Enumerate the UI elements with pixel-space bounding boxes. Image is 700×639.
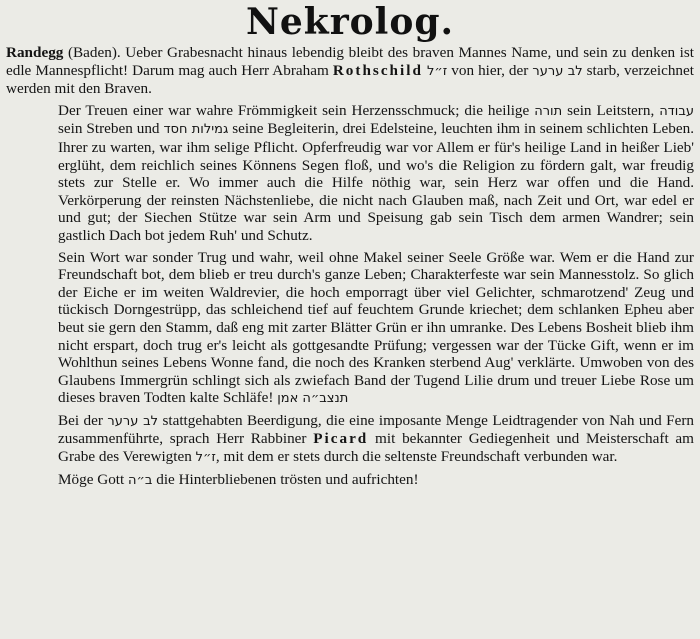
paragraph-funeral [6,412,694,467]
person-name: Rothschild [332,61,423,79]
text-run: stattgehabten Beerdigung, die eine imposante Menge Leidtragender von Nah und Fern zusammenführte, sprach Herr Rabbiner [58,411,694,448]
paragraph-closing-wish [6,471,694,490]
hebrew-phrase: עבודה [659,103,694,119]
text-run: Der Treuen einer war wahre Frömmigkeit sein Herzensschmuck; die heilige [58,101,535,119]
hebrew-phrase: ז״ל [195,450,216,466]
paragraph-intro [6,44,694,98]
text-run: sein Leitstern, [562,101,660,119]
hebrew-phrase: ב״ה [128,472,153,488]
text-run: starb, verzeichnet werden mit den Braven. [6,61,694,98]
text-run: Bei der [58,411,108,429]
text-run: Sein Wort war sonder Trug und wahr, weil ohne Makel seiner Seele Größe war. Wem er die Hand zur Freundschaft bot, dem blieb er treu durch's ganze Leben; Charakterfeste war sein Mannesstolz. So glich der Eiche er im weiten Waldrevier, die hoch emporragt über viel Gelichter, schmarotzend' Zeug und tückisch Dorngestrüpp, das schleichend tief auf feuchtem Grunde kriechet; dem schlanken Epheu aber beut sie gern den Stamm, daß eng mit zarter Blätter Grün er ihn umranke. Des Lebens Bosheit blieb ihm nicht erspart, doch trug er's leicht als gottgesandte Prüfung; vergessen war der Tücke Gift, wenn er im Wohlthun seines Lebens Wonne fand, die noch des Kranken sterbend Aug' verklärte. Umwoben von des Glaubens Immergrün schlingt sich als zwiefach Band der Tugend Lilie drum und treuer Liebe Rose um dieses braven Todten kalte Schläfe! [58,248,694,407]
person-name: Picard [313,430,369,448]
text-run: die Hinterbliebenen trösten und aufrichten! [152,470,419,488]
hebrew-phrase: ז״ל [426,63,448,79]
text-run: sein Streben und [58,120,164,138]
hebrew-phrase: תורה [534,103,563,119]
text-run: seine Begleiterin, drei Edelsteine, leuchten ihm in seinem schlichten Leben. Ihrer zu warten, war ihm selige Pflicht. Opferfreudig war vor Allem er für's heilige Land in heißer Lieb' erglüht, dem reichlich seines Könnens Segen floß, und wo's die Religion zu fördern galt, war freudig stets zur Stelle er. Wo immer auch die Hilfe nöthig war, sein Herz war offen und die Hand. Verkörperung der reinsten Nächstenliebe, die nicht nach Glauben maß, nach Zeit und Ort, war edel er und gut; der Siechen Stütze war sein Arm und Speisung gab sein Tisch dem armen Wandrer; sein gastlich Dach bot jedem Ruh' und Schutz. [58,120,694,244]
text-run: , mit dem er stets durch die seltenste Freundschaft verbunden war. [215,448,618,466]
hebrew-phrase: תנצב״ה אמן [277,391,349,407]
text-run: (Baden). Ueber Grabesnacht hinaus lebendig bleibt des braven Mannes Name, und sein zu denken ist edle Mannespflicht! Darum mag auch Herr Abraham [6,44,694,79]
text-run: Möge Gott [58,470,129,488]
headline: Nekrolog. [245,1,455,43]
place-name: Randegg [6,44,64,61]
paragraph-piety [6,102,694,245]
text-run: mit bekannter Gediegenheit und Meisterschaft am Grabe des Verewigten [58,430,694,466]
text-run: von hier, der [447,61,533,79]
hebrew-phrase: לב ערער [107,413,159,429]
hebrew-phrase: גמילות חסד [163,122,229,138]
hebrew-phrase: לב ערער [532,63,583,79]
paragraph-character [6,249,694,408]
